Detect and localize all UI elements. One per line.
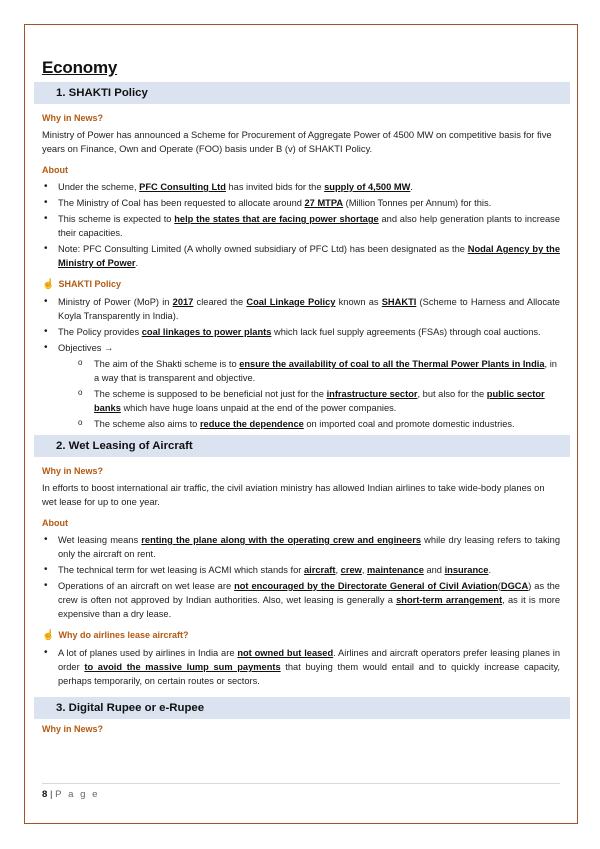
page-title: Economy <box>42 58 118 77</box>
why-in-news-label: Why in News? <box>42 466 104 476</box>
pointing-hand-icon: ☝ <box>42 630 55 641</box>
why-in-news-label: Why in News? <box>42 113 104 123</box>
list-item: • Wet leasing means renting the plane along with the operating crew and engineers while dry leasing refers to taking only the aircraft on rent. <box>42 533 560 561</box>
list-item: • Note: PFC Consulting Limited (A wholly owned subsidiary of PFC Ltd) has been designated as the Nodal Agency by the Ministry of Power. <box>42 242 560 270</box>
list-item: o The scheme is supposed to be beneficial not just for the infrastructure sector, but also for the public sector banks which have huge loans unpaid at the end of the power companies. <box>42 387 560 415</box>
about-label: About <box>42 518 68 528</box>
list-item: • The technical term for wet leasing is ACMI which stands for aircraft, crew, maintenance and insurance. <box>42 563 560 577</box>
pointing-hand-icon: ☝ <box>42 279 55 290</box>
why-in-news-text: Ministry of Power has announced a Scheme for Procurement of Aggregate Power of 4500 MW on competitive basis for five years on Finance, Own and Operate (FOO) basis under B (v) of SHAKTI Policy. <box>42 129 552 154</box>
list-item: • Operations of an aircraft on wet lease are not encouraged by the Directorate General of Civil Aviation(DGCA) as the crew is often not approved by Indian authorities. Also, wet leasing is generally a short-term arrangement, as it is more expensive than a dry lease. <box>42 579 560 621</box>
why-in-news-text: In efforts to boost international air traffic, the civil aviation ministry has allowed Indian airlines to take wide-body planes on wet lease for up to one year. <box>42 482 545 507</box>
shakti-list <box>42 295 560 355</box>
list-item: • The Ministry of Coal has been requested to allocate around 27 MTPA (Million Tonnes per Annum) for this. <box>42 196 560 210</box>
list-item: • Objectives → <box>42 341 560 355</box>
arrow-right-icon: → <box>104 343 114 353</box>
page-label: P a g e <box>55 789 100 800</box>
page-footer <box>42 789 99 800</box>
about-list <box>42 533 560 621</box>
about-label: About <box>42 165 68 175</box>
list-item: • Ministry of Power (MoP) in 2017 cleared the Coal Linkage Policy known as SHAKTI (Scheme to Harness and Allocate Koyla Transparently in India). <box>42 295 560 323</box>
list-item: • Under the scheme, PFC Consulting Ltd has invited bids for the supply of 4,500 MW. <box>42 180 560 194</box>
list-item: o The scheme also aims to reduce the dependence on imported coal and promote domestic industries. <box>42 417 560 431</box>
list-item: • A lot of planes used by airlines in India are not owned but leased. Airlines and aircraft operators prefer leasing planes in order to avoid the massive lump sum payments that buying them would entail and to quickly increase capacity, perhaps temporarily, on certain routes or sectors. <box>42 646 560 688</box>
about-list <box>42 180 560 270</box>
objectives-list <box>42 357 560 431</box>
section-heading-shakti: 1. SHAKTI Policy <box>34 82 570 104</box>
page-content <box>42 58 560 739</box>
footer-separator: | <box>47 789 56 800</box>
why-in-news-label: Why in News? <box>42 724 104 734</box>
list-item: • This scheme is expected to help the states that are facing power shortage and also help generation plants to increase their capacities. <box>42 212 560 240</box>
lease-list <box>42 646 560 688</box>
section-heading-digital-rupee: 3. Digital Rupee or e-Rupee <box>34 697 570 719</box>
footer-divider <box>42 783 560 784</box>
list-item: o The aim of the Shakti scheme is to ensure the availability of coal to all the Thermal Power Plants in India, in a way that is transparent and objective. <box>42 357 560 385</box>
list-item: • The Policy provides coal linkages to power plants which lack fuel supply agreements (FSAs) through coal auctions. <box>42 325 560 339</box>
section-heading-wet-leasing: 2. Wet Leasing of Aircraft <box>34 435 570 457</box>
why-lease-label: ☝ Why do airlines lease aircraft? <box>42 630 189 641</box>
shakti-policy-label: ☝ SHAKTI Policy <box>42 279 121 290</box>
page-number: 8 <box>42 789 48 800</box>
